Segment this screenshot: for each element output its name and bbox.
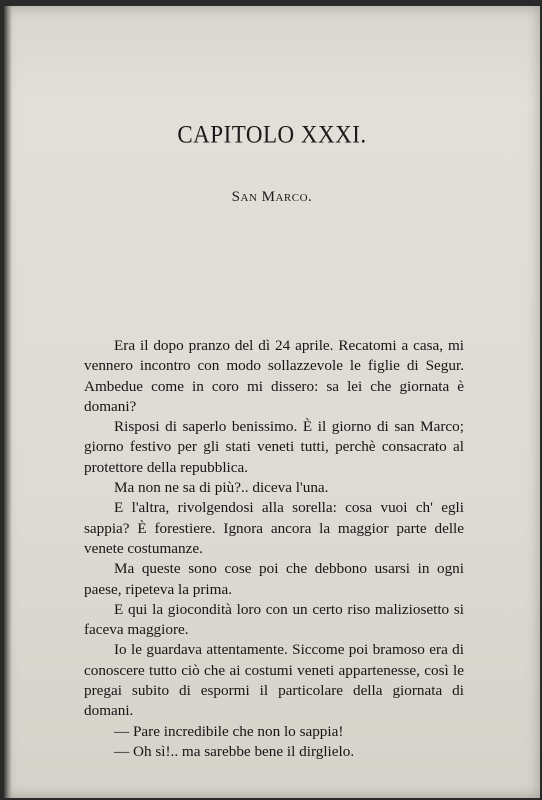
paragraph: Era il dopo pranzo del dì 24 aprile. Recatomi a casa, mi vennero incontro con modo sollazzevole le figlie di Segur. Ambedue come in coro mi dissero: sa lei che giornata è domani?	[84, 337, 464, 415]
chapter-title: CAPITOLO XXXI.	[177, 120, 367, 148]
paragraph: E qui la giocondità loro con un certo riso maliziosetto si faceva maggiore.	[84, 600, 464, 639]
paragraph: Risposi di saperlo benissimo. È il giorno di san Marco; giorno festivo per gli stati veneti tutti, perchè consacrato al protettore della repubblica.	[84, 418, 464, 476]
paragraph: — Pare incredibile che non lo sappia!	[114, 722, 344, 740]
chapter-subtitle: San Marco.	[231, 189, 313, 205]
paragraph: Io le guardava attentamente. Siccome poi bramoso era di conoscere tutto ciò che ai costumi veneti appartenesse, così le pregai subito di espormi il particolare della giornata di domani.	[84, 641, 464, 720]
body-text	[84, 336, 464, 762]
paragraph: Ma queste sono cose poi che debbono usarsi in ogni paese, ripeteva la prima.	[84, 560, 464, 598]
book-page	[4, 6, 540, 798]
paragraph: E l'altra, rivolgendosi alla sorella: cosa vuoi ch' egli sappia? È forestiere. Ignora ancora la maggior parte delle venete costumanze.	[84, 499, 464, 557]
paragraph: — Oh sì!.. ma sarebbe bene il dirglielo.	[114, 742, 355, 760]
paragraph: Ma non ne sa di più?.. diceva l'una.	[114, 479, 329, 497]
